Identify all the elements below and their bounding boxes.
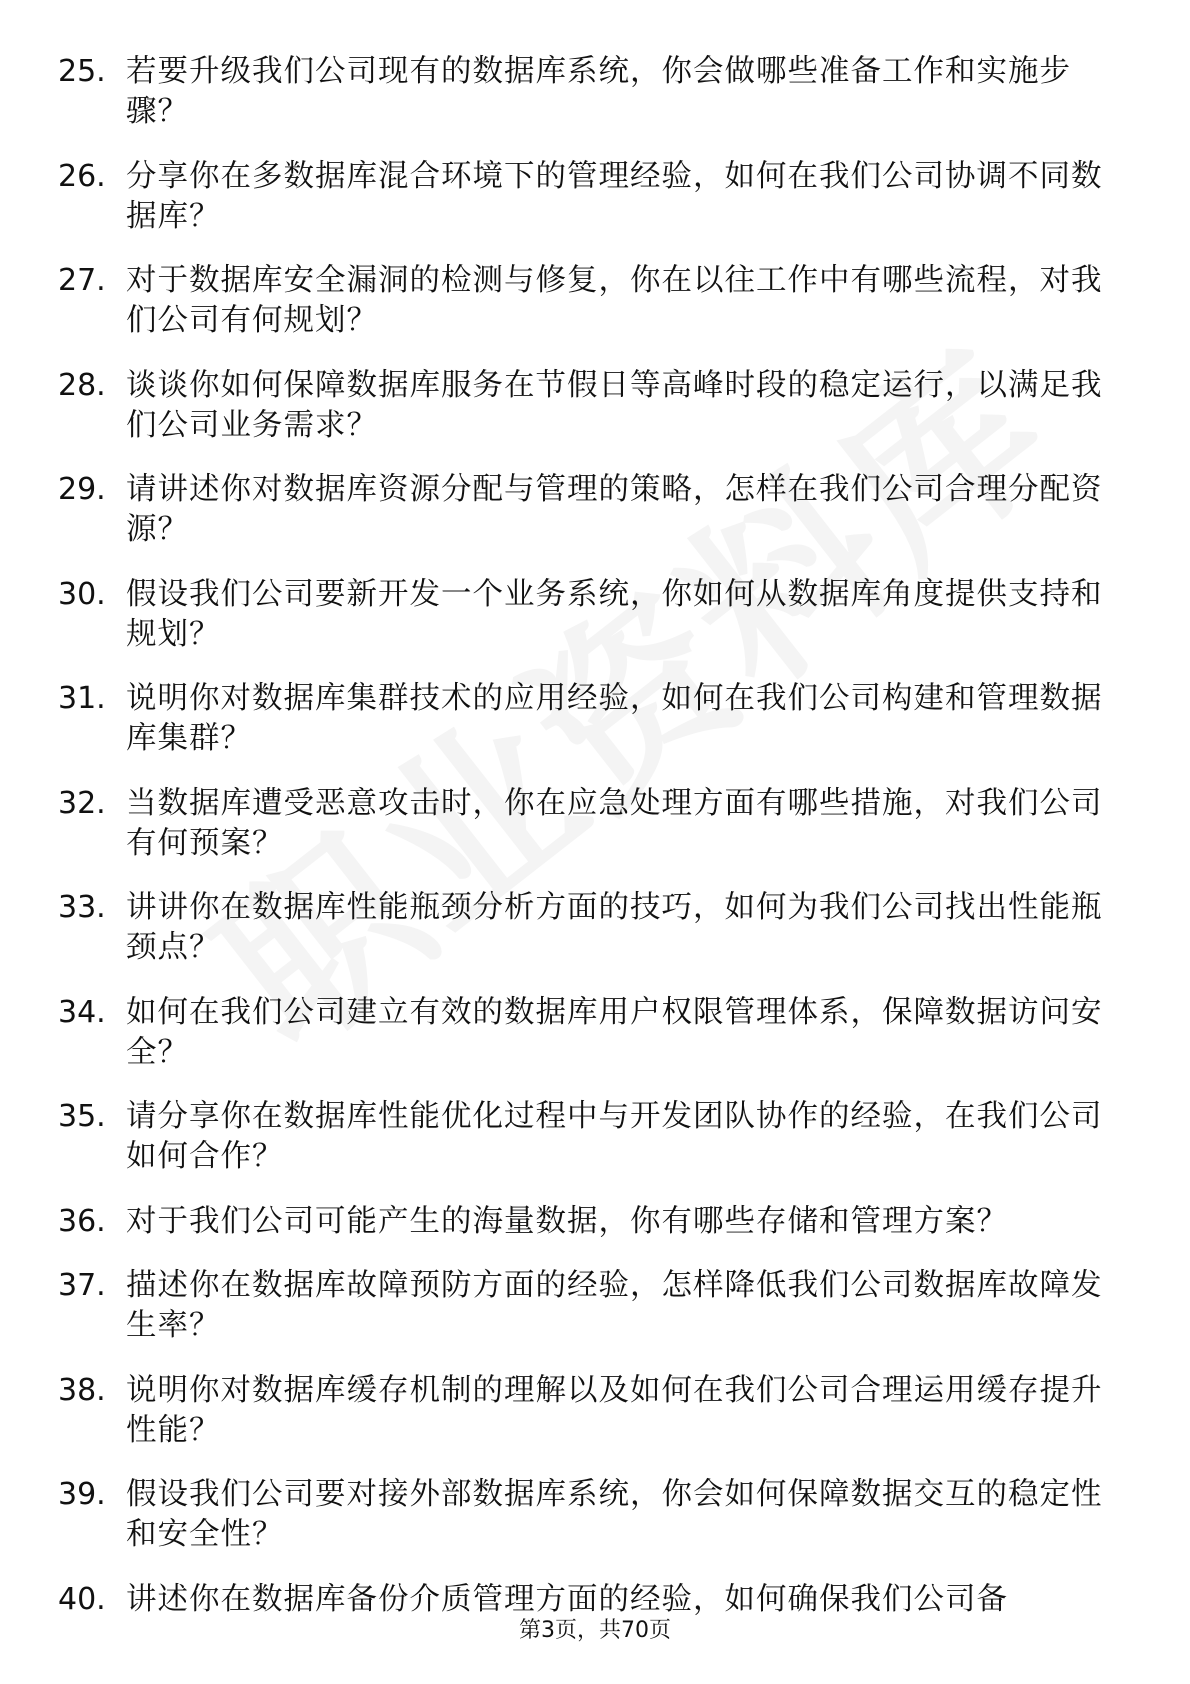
list-item	[58, 993, 1128, 1073]
question-number: 35.	[58, 1099, 106, 1134]
question-number: 32.	[58, 785, 106, 821]
question-number: 27.	[58, 263, 106, 298]
list-item	[58, 1202, 1128, 1242]
page-number-footer: 第3页，共70页	[519, 1618, 671, 1643]
list-item	[58, 784, 1128, 864]
question-text: 说明你对数据库集群技术的应用经验，如何在我们公司构建和管理数据库集群？	[126, 681, 1103, 756]
question-number: 29.	[58, 472, 106, 507]
question-text: 如何在我们公司建立有效的数据库用户权限管理体系，保障数据访问安全？	[126, 994, 1103, 1070]
question-text: 假设我们公司要新开发一个业务系统，你如何从数据库角度提供支持和规划？	[126, 576, 1103, 652]
question-text: 假设我们公司要对接外部数据库系统，你会如何保障数据交互的稳定性和安全性？	[126, 1477, 1103, 1552]
question-text: 对于数据库安全漏洞的检测与修复，你在以往工作中有哪些流程，对我们公司有何规划？	[126, 263, 1103, 338]
list-item	[58, 52, 1128, 132]
question-number: 30.	[58, 576, 106, 612]
question-number: 33.	[58, 890, 106, 925]
question-number: 37.	[58, 1268, 106, 1303]
question-text: 分享你在多数据库混合环境下的管理经验，如何在我们公司协调不同数据库？	[126, 158, 1103, 234]
question-number: 31.	[58, 681, 106, 716]
question-number: 26.	[58, 158, 106, 194]
list-item	[58, 1475, 1128, 1555]
list-item	[58, 888, 1128, 968]
question-text: 若要升级我们公司现有的数据库系统，你会做哪些准备工作和实施步骤？	[126, 54, 1071, 129]
question-number: 28.	[58, 367, 106, 403]
question-text: 请讲述你对数据库资源分配与管理的策略，怎样在我们公司合理分配资源？	[126, 472, 1103, 547]
question-text: 说明你对数据库缓存机制的理解以及如何在我们公司合理运用缓存提升性能？	[126, 1372, 1103, 1448]
question-number: 36.	[58, 1203, 106, 1239]
list-item	[58, 575, 1128, 655]
list-item	[58, 1097, 1128, 1177]
question-text: 请分享你在数据库性能优化过程中与开发团队协作的经验，在我们公司如何合作？	[126, 1099, 1103, 1174]
question-text: 讲述你在数据库备份介质管理方面的经验，如何确保我们公司备	[126, 1581, 1008, 1617]
question-text: 对于我们公司可能产生的海量数据，你有哪些存储和管理方案？	[126, 1203, 1008, 1239]
list-item	[58, 470, 1128, 550]
question-number: 34.	[58, 994, 106, 1030]
question-number: 40.	[58, 1581, 106, 1617]
list-item	[58, 679, 1128, 759]
question-text: 讲讲你在数据库性能瓶颈分析方面的技巧，如何为我们公司找出性能瓶颈点？	[126, 890, 1103, 965]
question-list	[58, 52, 1128, 1644]
list-item	[58, 1371, 1128, 1451]
list-item	[58, 261, 1128, 341]
question-text: 谈谈你如何保障数据库服务在节假日等高峰时段的稳定运行，以满足我们公司业务需求？	[126, 367, 1103, 443]
question-number: 38.	[58, 1372, 106, 1408]
question-number: 25.	[58, 54, 106, 89]
list-item	[58, 1580, 1128, 1620]
list-item	[58, 157, 1128, 237]
question-text: 当数据库遭受恶意攻击时，你在应急处理方面有哪些措施，对我们公司有何预案？	[126, 785, 1103, 861]
question-text: 描述你在数据库故障预防方面的经验，怎样降低我们公司数据库故障发生率？	[126, 1268, 1103, 1343]
list-item	[58, 1266, 1128, 1346]
question-number: 39.	[58, 1477, 106, 1512]
list-item	[58, 366, 1128, 446]
